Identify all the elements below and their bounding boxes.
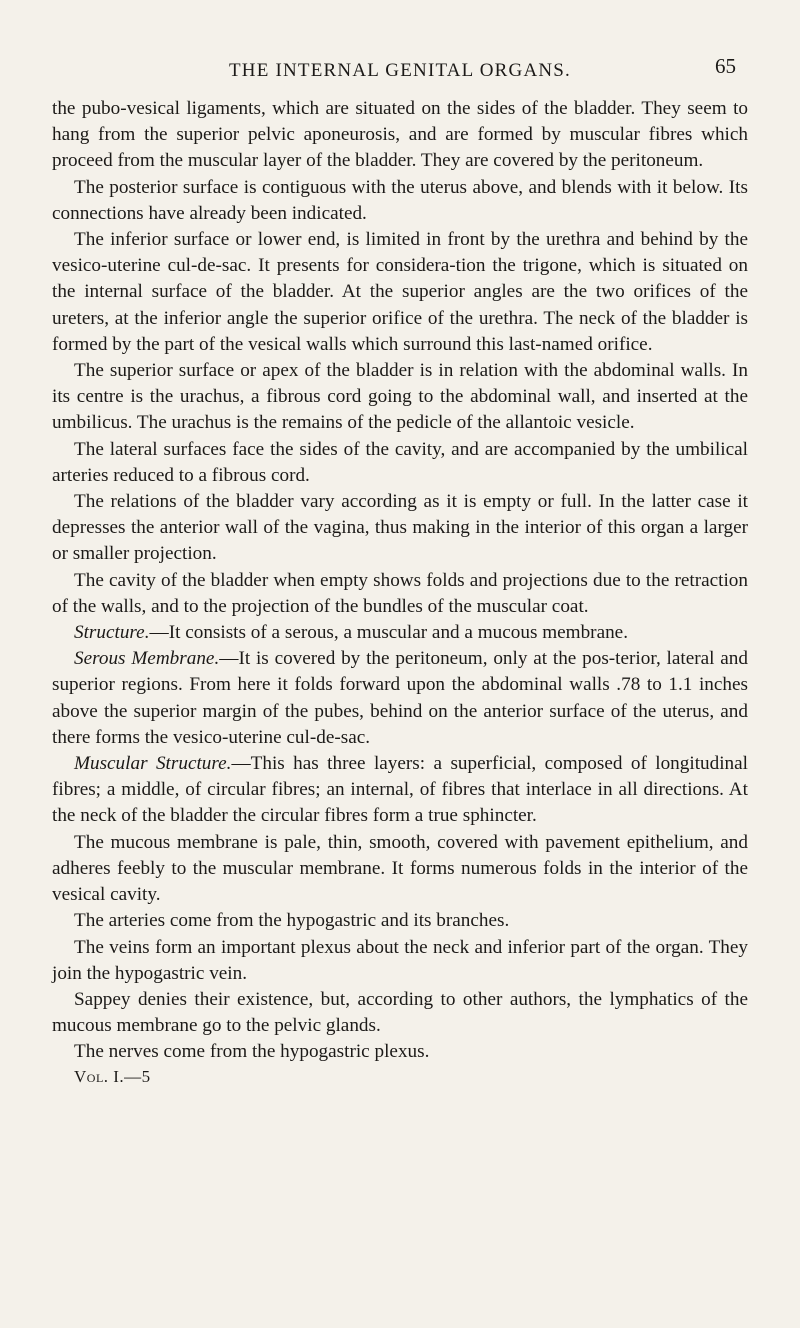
paragraph [52, 830, 748, 909]
paragraph-text: The posterior surface is contiguous with the uterus above, and blends with it below. Its connections have already been indicated. [52, 176, 748, 224]
running-head: THE INTERNAL GENITAL ORGANS. [228, 60, 572, 81]
paragraph [52, 489, 748, 568]
section-heading: Serous Membrane. [74, 648, 220, 670]
paragraph [52, 620, 748, 646]
paragraph-text: The nerves come from the hypogastric plexus. [74, 1041, 430, 1063]
paragraph-text: The relations of the bladder vary according as it is empty or full. In the latter case it depresses the anterior wall of the vagina, thus making in the interior of this organ a larger or smaller projection. [52, 491, 748, 565]
paragraph-text: The lateral surfaces face the sides of the cavity, and are accompanied by the umbilical arteries reduced to a fibrous cord. [52, 438, 748, 486]
section-heading: Structure. [74, 622, 150, 644]
paragraph-text: The superior surface or apex of the bladder is in relation with the abdominal walls. In its centre is the urachus, a fibrous cord going to the abdominal wall, and inserted at the umbilicus. The urachus is the remains of the pedicle of the allantoic vesicle. [52, 360, 748, 434]
paragraph-text: Sappey denies their existence, but, according to other authors, the lymphatics of the mucous membrane go to the pelvic glands. [52, 988, 748, 1037]
paragraph [52, 96, 748, 175]
paragraph-text: the pubo-vesical ligaments, which are situated on the sides of the bladder. They seem to hang from the superior pelvic aponeurosis, and are formed by muscular fibres which proceed from the muscular layer of the bladder. They are covered by the peritoneum. [52, 98, 748, 172]
paragraph [52, 646, 748, 751]
page-header [52, 0, 748, 96]
paragraph-text: —It consists of a serous, a muscular and a mucous membrane. [149, 622, 628, 644]
paragraph-text: The cavity of the bladder when empty shows folds and projections due to the retraction of the walls, and to the projection of the bundles of the muscular coat. [52, 569, 748, 617]
section-heading: Muscular Structure. [74, 753, 232, 775]
paragraph [52, 175, 748, 227]
paragraph [52, 227, 748, 358]
page-number: 65 [715, 54, 736, 78]
paragraph-text: —This has three layers: a superficial, composed of longitudinal fibres; a middle, of circular fibres; an internal, of fibres that interlace in all directions. At the neck of the bladder the circular fibres form a true sphincter. [52, 753, 748, 827]
paragraph [52, 987, 748, 1039]
paragraph [52, 568, 748, 620]
paragraph [52, 935, 748, 987]
body-text [52, 96, 748, 1066]
paragraph-text: —It is covered by the peritoneum, only at the pos-terior, lateral and superior regions. From here it folds forward upon the abdominal walls .78 to 1.1 inches above the superior margin of the pubes, behind on the anterior surface of the uterus, and there forms the vesico-uterine cul-de-sac. [52, 648, 748, 748]
paragraph [52, 1039, 748, 1065]
paragraph [52, 437, 748, 489]
paragraph-text: The arteries come from the hypogastric and its branches. [74, 910, 510, 932]
paragraph-text: The inferior surface or lower end, is limited in front by the urethra and behind by the vesico-uterine cul-de-sac. It presents for considera-tion the trigone, which is situated on the internal surface of the bladder. At the superior angles are the two orifices of the ureters, at the inferior angle the superior orifice of the urethra. The neck of the bladder is formed by the part of the vesical walls which surround this last-named orifice. [52, 229, 748, 355]
paragraph [52, 358, 748, 437]
paragraph-text: The veins form an important plexus about the neck and inferior part of the organ. They join the hypogastric vein. [52, 936, 748, 984]
paragraph-text: The mucous membrane is pale, thin, smooth, covered with pavement epithelium, and adheres feebly to the muscular membrane. It forms numerous folds in the interior of the vesical cavity. [52, 831, 748, 906]
paragraph [52, 908, 748, 934]
signature-mark: Vol. I.—5 [74, 1066, 151, 1086]
paragraph [52, 751, 748, 830]
